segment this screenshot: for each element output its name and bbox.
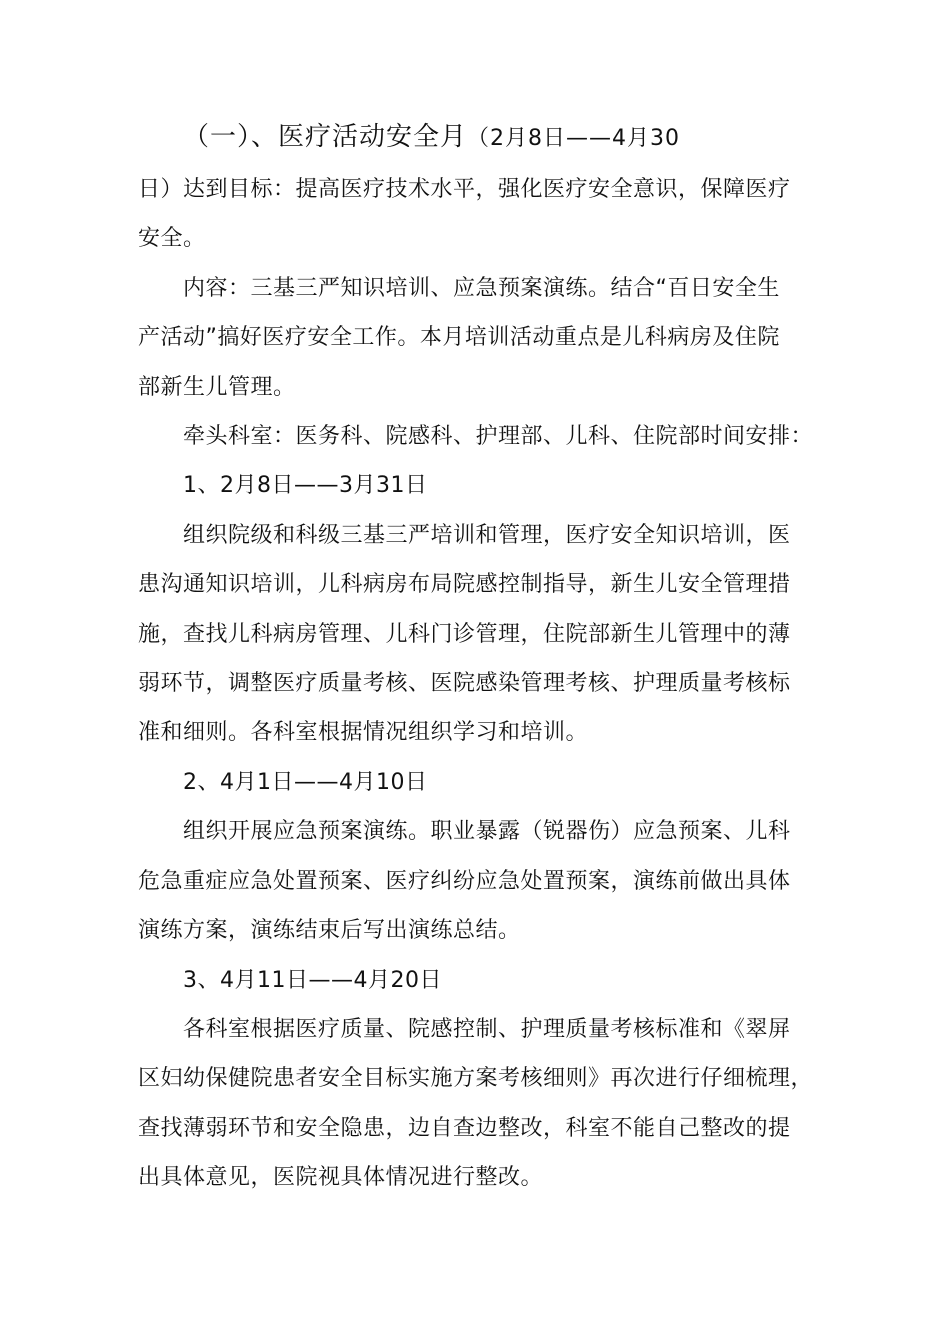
text-line: 产活动”搞好医疗安全工作。本月培训活动重点是儿科病房及住院	[138, 325, 780, 351]
text-line: 内容：三基三严知识培训、应急预案演练。结合“百日安全生	[183, 275, 780, 301]
document-page	[138, 112, 828, 1203]
text-line: 准和细则。各科室根据情况组织学习和培训。	[138, 720, 589, 746]
text-line: 1、2月8日——3月31日	[183, 473, 428, 499]
text-line: 弱环节，调整医疗质量考核、医院感染管理考核、护理质量考核标	[138, 671, 791, 697]
text-line: 施，查找儿科病房管理、儿科门诊管理，住院部新生儿管理中的薄	[138, 621, 791, 647]
text-line: 2、4月1日——4月10日	[183, 769, 428, 795]
text-line: 区妇幼保健院患者安全目标实施方案考核细则》再次进行仔细梳理，	[138, 1066, 814, 1092]
text-line: 演练方案，演练结束后写出演练总结。	[138, 918, 521, 944]
text-line: 组织院级和科级三基三严培训和管理，医疗安全知识培训，医	[183, 522, 791, 548]
text-line: 日）达到目标：提高医疗技术水平，强化医疗安全意识，保障医疗	[138, 177, 791, 202]
text-line: 部新生儿管理。	[138, 374, 296, 400]
text-line: 安全。	[138, 226, 206, 252]
text-line: 各科室根据医疗质量、院感控制、护理质量考核标准和《翠屏	[183, 1016, 791, 1042]
document-body	[138, 165, 828, 1203]
text-line: 出具体意见，医院视具体情况进行整改。	[138, 1165, 544, 1191]
section-heading	[138, 112, 828, 165]
text-line: 牵头科室：医务科、院感科、护理部、儿科、住院部时间安排：	[183, 424, 814, 450]
text-line: 危急重症应急处置预案、医疗纠纷应急处置预案，演练前做出具体	[138, 868, 791, 894]
text-line: 3、4月11日——4月20日	[183, 967, 442, 993]
text-line: 查找薄弱环节和安全隐患，边自查边整改，科室不能自己整改的提	[138, 1115, 791, 1141]
heading-title: （一）、医疗活动安全月	[183, 122, 468, 152]
heading-date-range: （2月8日——4月30	[467, 126, 681, 151]
text-line: 组织开展应急预案演练。职业暴露（锐器伤）应急预案、儿科	[183, 819, 791, 845]
text-line: 患沟通知识培训，儿科病房布局院感控制指导，新生儿安全管理措	[138, 572, 791, 598]
